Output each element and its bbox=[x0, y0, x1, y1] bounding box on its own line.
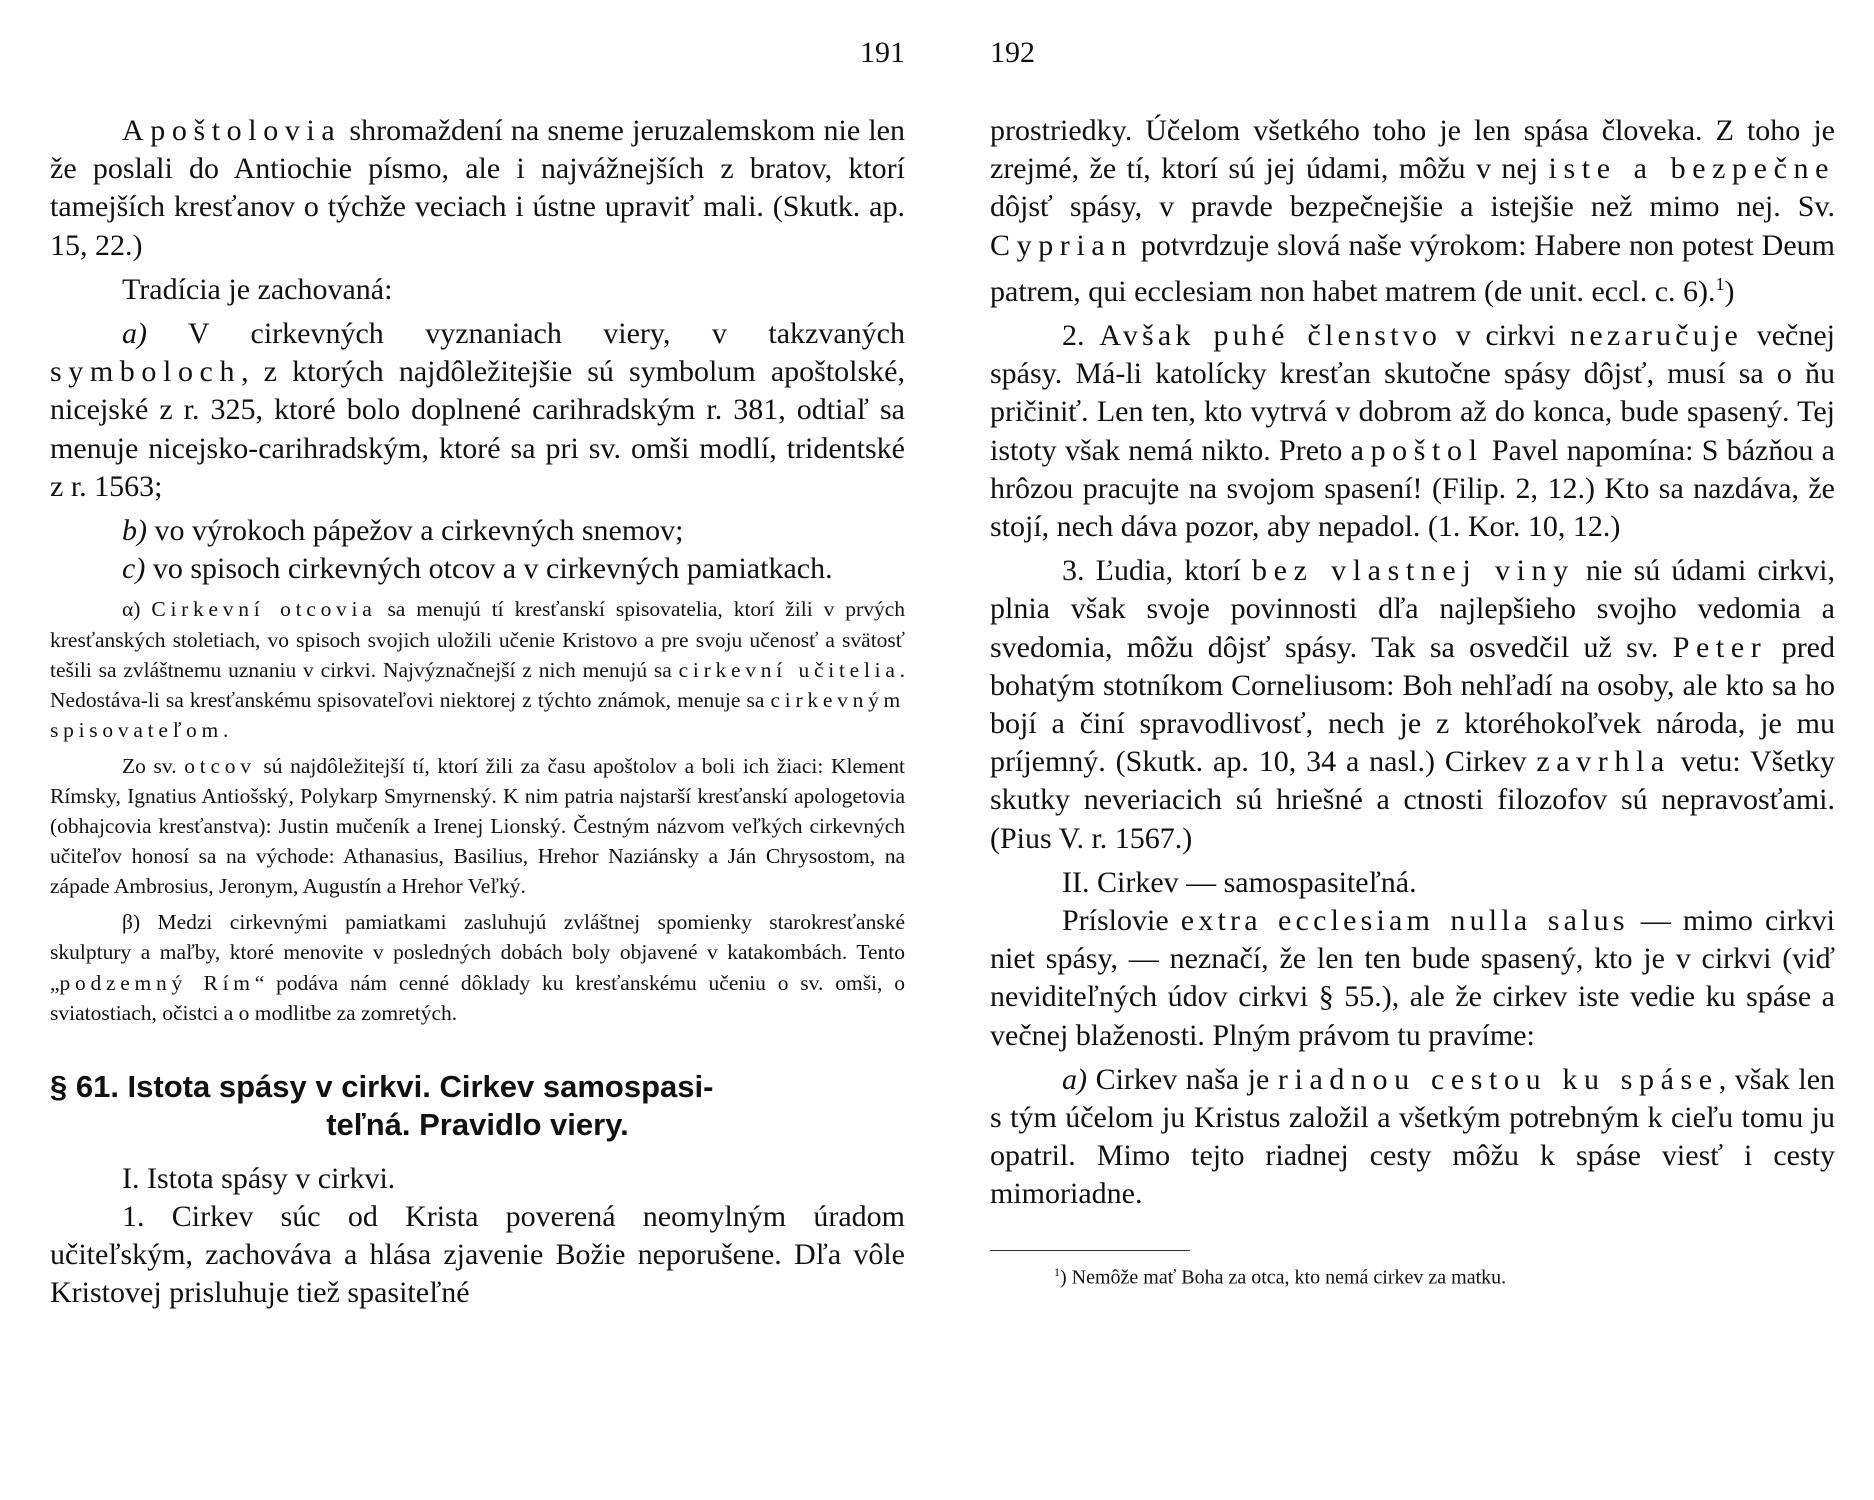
left-page-body bbox=[50, 112, 905, 1313]
item-label: c) bbox=[122, 552, 146, 586]
list-item-a: a) V cirkevných vyznaniach viery, v takzvaných symboloch, z ktorých najdôležitejšie sú symbolum apoštolské, nicejské z r. 325, ktoré bolo doplnené carihradským r. 381, odtiaľ sa menuje nicejsko-carihradským, ktoré sa pri sv. omši modlí, tridentské z r. 1563; bbox=[50, 317, 905, 503]
right-page bbox=[990, 0, 1835, 1500]
item-label: a) bbox=[122, 317, 147, 351]
list-item-c: c) vo spisoch cirkevných otcov a v cirkevných pamiatkach. bbox=[122, 552, 833, 586]
note-alpha: α) Cirkevní otcovia sa menujú tí kresťanskí spisovatelia, ktorí žili v prvých kresťanských stoletiach, vo spisoch svojich uložili učenie Kristovo a pre svoju učenosť a svätosť tešili sa zvláštnemu uznaniu v cirkvi. Najvýznačnejší z nich menujú sa cirkevní učitelia. Nedostáva-li sa kresťanskému spisovateľovi niektorej z týchto známok, menuje sa cirkevným spisovateľom. bbox=[50, 597, 906, 742]
paragraph-tradition: Tradícia je zachovaná: bbox=[122, 272, 393, 306]
note-beta: β) Medzi cirkevnými pamiatkami zasluhujú zvláštnej spomienky starokresťanské skulptury a maľby, ktoré menovite v posledných dobách boly objavené v katakombách. Tento „podzemný Rím“ podáva nám cenné dôklady ku kresťanskému učeniu o sv. omši, o sviatostiach, očistci a o modlitbe za zomretých. bbox=[50, 910, 905, 1025]
paragraph-continued: prostriedky. Účelom všetkého toho je len spása človeka. Z toho je zrejmé, že tí, ktorí sú jej údami, môžu v nej iste a bezpečne dôjsť spásy, v pravde bezpečnejšie a istejšie než mimo nej. Sv. Cyprian potvrdzuje slová naše výrokom: Habere non potest Deum patrem, qui ecclesiam non habet matrem (de unit. eccl. c. 6).$^1$) bbox=[990, 114, 1836, 308]
section-heading bbox=[50, 1068, 905, 1144]
section-heading-line1: § 61. Istota spásy v cirkvi. Cirkev samospasi- bbox=[50, 1068, 714, 1104]
subheading-exclusive: II. Cirkev — samospasiteľná. bbox=[1062, 865, 1417, 899]
note-alpha-fathers: Zo sv. otcov sú najdôležitejší tí, ktorí žili za času apoštolov a boli ich žiaci: Klement Rímsky, Ignatius Antiošský, Polykarp Smyrnenský. K nim patria najstarší kresťanskí apologetovia (obhajcovia kresťanstva): Justin mučeník a Irenej Lionský. Čestným názvom veľkých cirkevných učiteľov honosí sa na východe: Athanasius, Basilius, Hrehor Naziánsky a Ján Chrysostom, na západe Ambrosius, Jeronym, Augustín a Hrehor Veľký. bbox=[50, 753, 905, 899]
paragraph-2: 2. Avšak puhé členstvo v cirkvi nezaručuje večnej spásy. Má-li katolícky kresťan skutočne spásy dôjsť, musí sa o ňu pričiniť. Len ten, kto vytrvá v dobrom až do konca, bude spasený. Tej istoty však nemá nikto. Preto apoštol Pavel napomína: S bázňou a hrôzou pracujte na svojom spasení! (Filip. 2, 12.) Kto sa nazdáva, že stojí, nech dáva pozor, aby nepadol. (1. Kor. 10, 12.) bbox=[990, 319, 1835, 544]
footnote-ref: 1 bbox=[1715, 273, 1725, 294]
page-number-right: 192 bbox=[990, 36, 1035, 69]
paragraph-3: 3. Ľudia, ktorí bez vlastnej viny nie sú údami cirkvi, plnia však svoje povinnosti dľa najlepšieho svojho vedomia a svedomia, môžu dôjsť spásy. Tak sa osvedčil už sv. Peter pred bohatým stotníkom Corneliusom: Boh nehľadí na osoby, ale kto sa ho bojí a činí spravodlivosť, nech je z ktoréhokoľvek národa, je mu príjemný. (Skutk. ap. 10, 34 a nasl.) Cirkev zavrhla vetu: Všetky skutky neveriacich sú hriešné a ctnosti filozofov sú nepravosťami. (Pius V. r. 1567.) bbox=[990, 554, 1836, 855]
subheading-certainty: I. Istota spásy v cirkvi. bbox=[122, 1161, 396, 1195]
footnote: $^1$) Nemôže mať Boha za otca, kto nemá cirkev za matku. bbox=[1054, 1264, 1507, 1289]
item-label: a) bbox=[1062, 1062, 1087, 1096]
list-item-b: b) vo výrokoch pápežov a cirkevných snemov; bbox=[122, 514, 684, 548]
paragraph-apostles: Apoštolovia shromaždení na sneme jeruzalemskom nie len že poslali do Antiochie písmo, ale i najvážnejších z bratov, ktorí tamejších kresťanov o týchže veciach i ústne upraviť mali. (Skutk. ap. 15, 22.) bbox=[50, 114, 905, 262]
paragraph-church-1: 1. Cirkev súc od Krista poverená neomylným úradom učiteľským, zachováva a hlása zjavenie Božie neporušene. Dľa vôle Kristovej prisluhuje tiež spasiteľné bbox=[50, 1199, 905, 1310]
footnote-divider bbox=[990, 1250, 1190, 1251]
spaced-term: Apoštolovia bbox=[122, 114, 342, 147]
paragraph-proverb: Príslovie extra ecclesiam nulla salus — mimo cirkvi niet spásy, — neznačí, že len ten bude spasený, kto je v cirkvi (viď neviditeľných údov cirkvi § 55.), ale že cirkev iste vedie ku spáse a večnej blaženosti. Plným právom tu pravíme: bbox=[990, 904, 1835, 1052]
section-heading-line2: teľná. Pravidlo viery. bbox=[326, 1106, 629, 1142]
right-page-body bbox=[990, 112, 1835, 1290]
note-marker: α) bbox=[122, 597, 141, 622]
spaced-term: symboloch bbox=[50, 355, 242, 389]
list-item-a-right: a) Cirkev naša je riadnou cestou ku spáse, však len s tým účelom ju Kristus založil a všetkým potrebným k cieľu tomu ju opatril. Mimo tejto riadnej cesty môžu k spáse viesť i cesty mimoriadne. bbox=[990, 1062, 1836, 1211]
item-label: b) bbox=[122, 514, 147, 548]
page-number-left: 191 bbox=[860, 36, 905, 69]
left-page bbox=[50, 0, 905, 1500]
note-marker: β) bbox=[122, 910, 141, 935]
footnote-marker: 1 bbox=[1054, 1264, 1060, 1279]
